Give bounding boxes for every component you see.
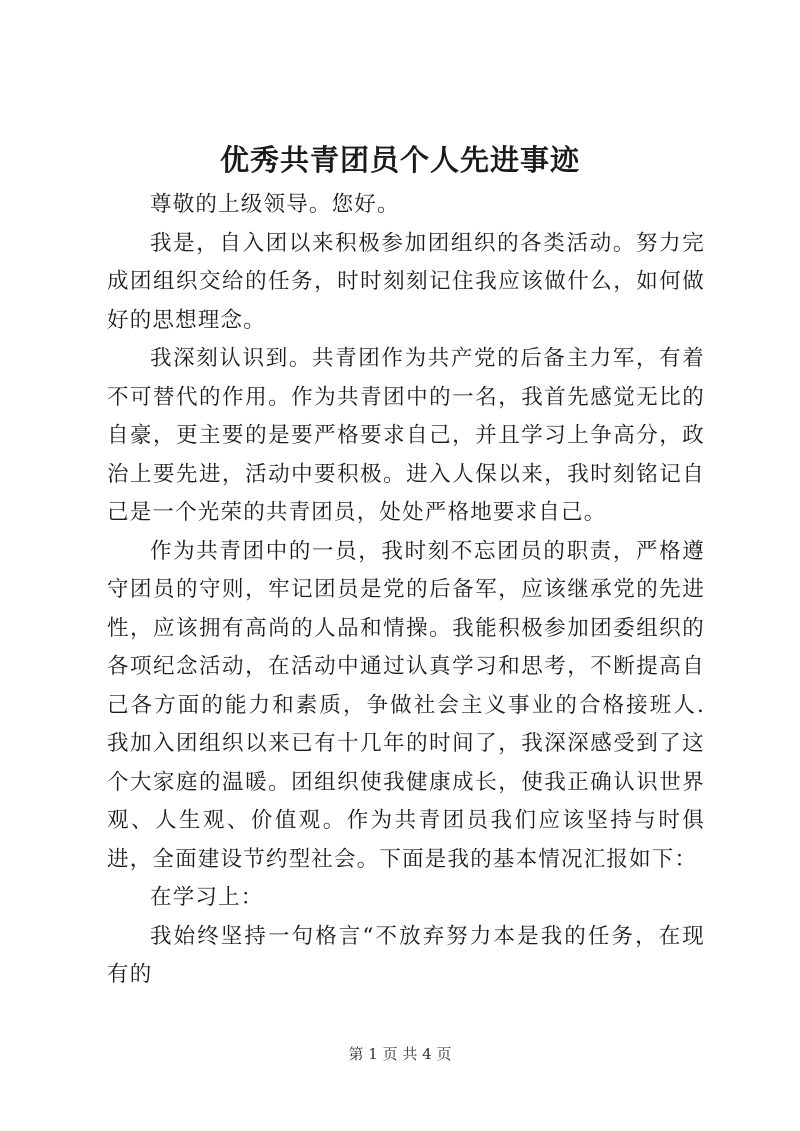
paragraph-salutation: 尊敬的上级领导。您好。 (150, 192, 400, 217)
paragraph-awareness: 我深刻认识到。共青团作为共产党的后备主力军，有着不可替代的作用。作为共青团中的一名，我首先感觉无比的自豪，更主要的是要严格要求自己，并且学习上争高分，政治上要先进，活动中要积极。进入人保以来，我时刻铭记自己是一个光荣的共青团员，处处严格地要求自己。 (107, 346, 705, 525)
paragraph-intro: 我是，自入团以来积极参加团组织的各类活动。努力完成团组织交给的任务，时时刻刻记住我应该做什么，如何做好的思想理念。 (107, 230, 705, 333)
page-footer: 第 1 页 共 4 页 (348, 1045, 452, 1063)
document-body (107, 186, 705, 995)
paragraph-motto: 我始终坚持一句格言“不放弃努力本是我的任务，在现有的 (107, 923, 705, 987)
paragraph-duties: 作为共青团中的一员，我时刻不忘团员的职责，严格遵守团员的守则，牢记团员是党的后备军，应该继承党的先进性，应该拥有高尚的人品和情操。我能积极参加团委组织的各项纪念活动，在活动中通过认真学习和思考，不断提高自己各方面的能力和素质，争做社会主义事业的合格接班人.我加入团组织以来已有十几年的时间了，我深深感受到了这个大家庭的温暖。团组织使我健康成长，使我正确认识世界观、人生观、价值观。作为共青团员我们应该坚持与时俱进，全面建设节约型社会。下面是我的基本情况汇报如下： (107, 538, 705, 872)
paragraph-study-heading: 在学习上： (150, 885, 264, 910)
page-title: 优秀共青团员个人先进事迹 (219, 143, 580, 177)
